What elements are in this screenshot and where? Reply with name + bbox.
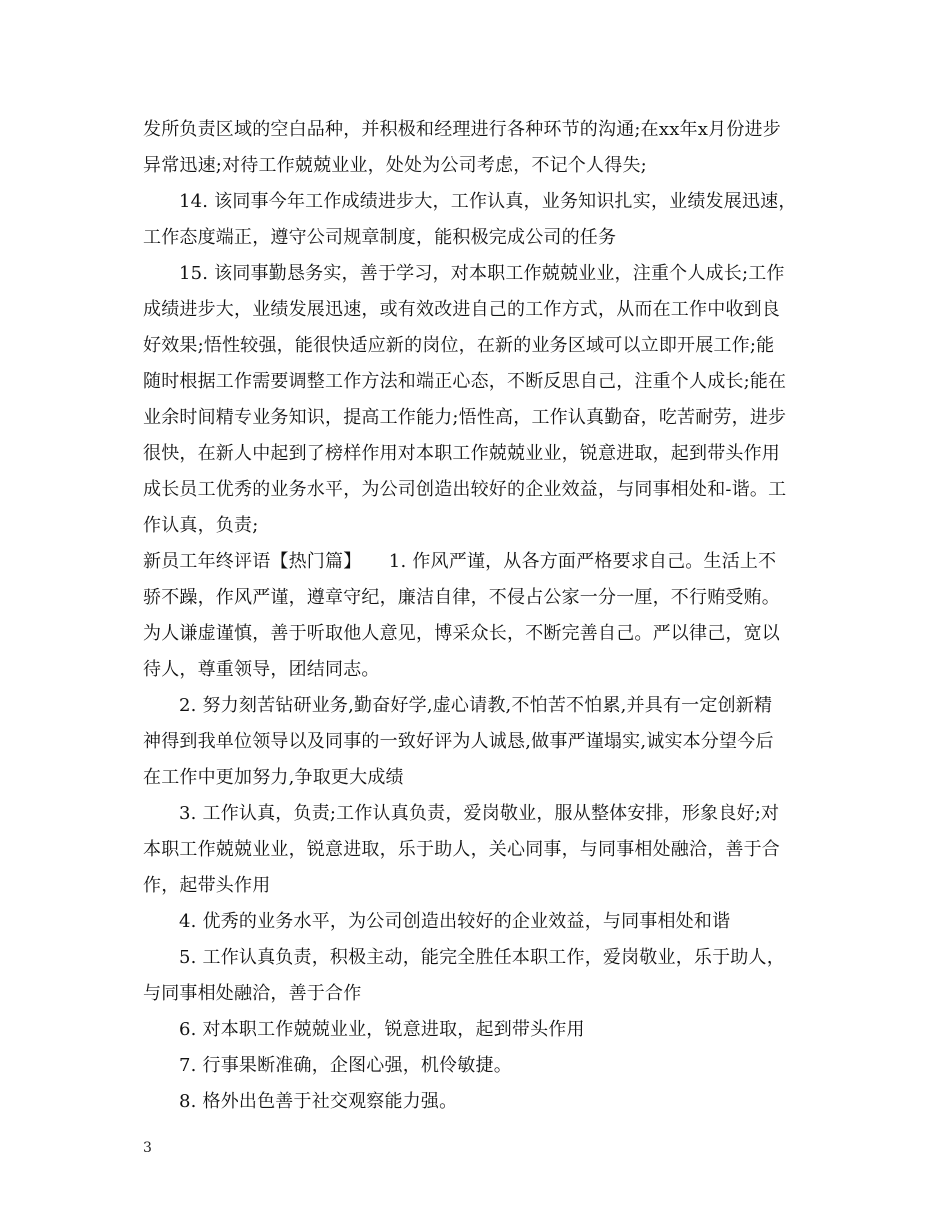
text-line: 15. 该同事勤恳务实，善于学习，对本职工作兢兢业业，注重个人成长;工作 [179,263,785,284]
text-line: 骄不躁，作风严谨，遵章守纪，廉洁自律，不侵占公家一分一厘，不行贿受贿。 [143,587,780,608]
text-line: 成长员工优秀的业务水平，为公司创造出较好的企业效益，与同事相处和-谐。工 [143,479,787,500]
page-number: 3 [143,1140,152,1156]
text-line: 神得到我单位领导以及同事的一致好评为人诚恳,做事严谨塌实,诚实本分望今后 [143,731,774,752]
text-line: 为人谦虚谨慎，善于听取他人意见，博采众长，不断完善自己。严以律己，宽以 [143,623,780,644]
text-line: 与同事相处融洽，善于合作 [143,983,362,1004]
text-line: 待人，尊重领导，团结同志。 [143,659,380,680]
text-line: 作，起带头作用 [143,875,271,896]
text-line: 2. 努力刻苦钻研业务,勤奋好学,虚心请教,不怕苦不怕累,并具有一定创新精 [179,695,773,716]
text-line: 在工作中更加努力,争取更大成绩 [143,767,404,788]
text-line: 本职工作兢兢业业，锐意进取，乐于助人，关心同事，与同事相处融洽，善于合 [143,839,780,860]
text-line: 新员工年终评语【热门篇】 1. 作风严谨，从各方面严格要求自己。生活上不 [143,551,777,572]
text-line: 3. 工作认真，负责;工作认真负责，爱岗敬业，服从整体安排，形象良好;对 [179,803,780,824]
text-line: 8. 格外出色善于社交观察能力强。 [179,1091,458,1112]
text-line: 业余时间精专业务知识，提高工作能力;悟性高，工作认真勤奋，吃苦耐劳，进步 [143,407,787,428]
text-line: 好效果;悟性较强，能很快适应新的岗位，在新的业务区域可以立即开展工作;能 [143,335,775,356]
text-line: 很快，在新人中起到了榜样作用对本职工作兢兢业业，锐意进取，起到带头作用 [143,443,780,464]
text-line: 6. 对本职工作兢兢业业，锐意进取，起到带头作用 [179,1019,585,1040]
text-line: 随时根据工作需要调整工作方法和端正心态，不断反思自己，注重个人成长;能在 [143,371,787,392]
text-line: 异常迅速;对待工作兢兢业业，处处为公司考虑，不记个人得失; [143,155,647,176]
text-line: 7. 行事果断准确，企图心强，机伶敏捷。 [179,1055,512,1076]
document-body [143,112,813,1120]
text-line: 14. 该同事今年工作成绩进步大，工作认真，业务知识扎实，业绩发展迅速， [179,191,797,212]
text-line: 4. 优秀的业务水平，为公司创造出较好的企业效益，与同事相处和谐 [179,911,731,932]
text-line: 作认真，负责; [143,515,259,536]
text-line: 成绩进步大，业绩发展迅速，或有效改进自己的工作方式，从而在工作中收到良 [143,299,780,320]
text-line: 5. 工作认真负责，积极主动，能完全胜任本职工作，爱岗敬业，乐于助人， [179,947,785,968]
text-line: 发所负责区域的空白品种，并积极和经理进行各种环节的沟通;在xx年x月份进步 [143,119,781,140]
text-line: 工作态度端正，遵守公司规章制度，能积极完成公司的任务 [143,227,617,248]
